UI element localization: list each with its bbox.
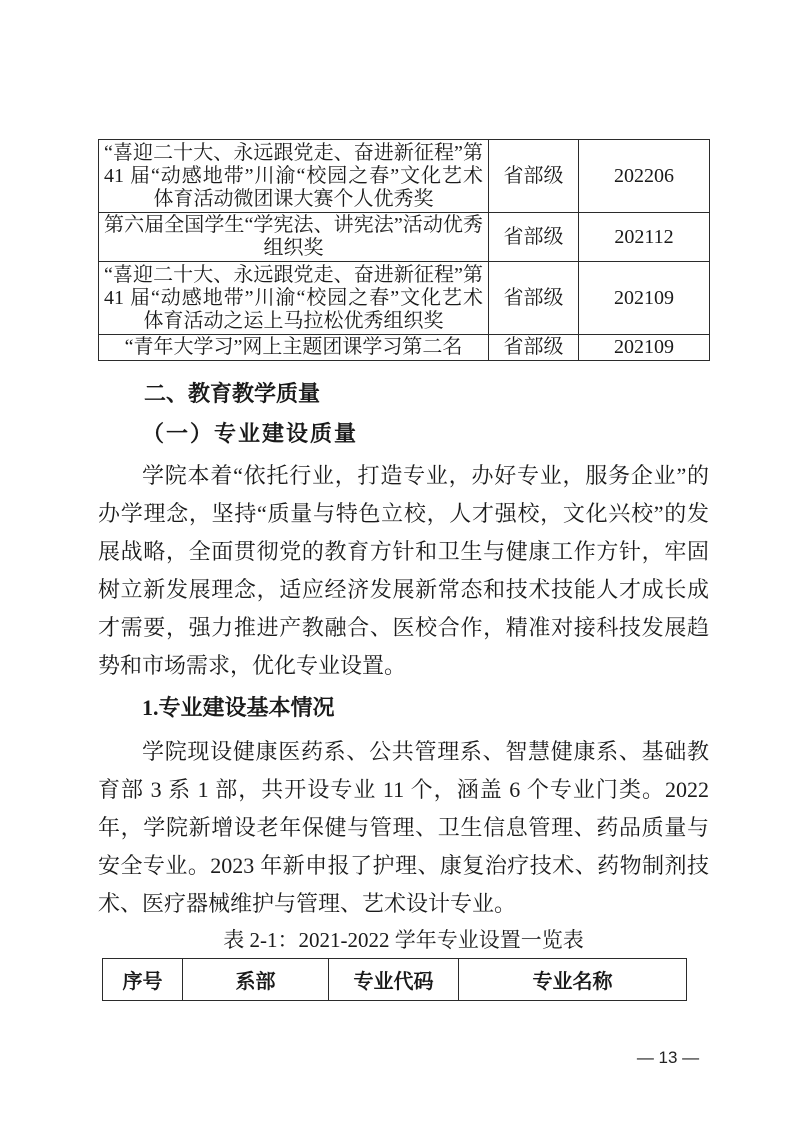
page-number: — 13 —	[636, 1048, 700, 1067]
award-date-cell: 202206	[579, 140, 710, 213]
award-name-cell: “青年大学习”网上主题团课学习第二名	[99, 335, 489, 361]
section-heading-education-quality: 二、教育教学质量	[144, 381, 321, 406]
award-level-cell: 省部级	[489, 140, 579, 213]
award-level-cell: 省部级	[489, 335, 579, 361]
award-level-cell: 省部级	[489, 213, 579, 262]
award-date-cell: 202109	[579, 262, 710, 335]
award-level-cell: 省部级	[489, 262, 579, 335]
subsection-heading-major-construction: （一）专业建设质量	[142, 421, 359, 446]
paragraph-school-philosophy: 学院本着“依托行业，打造专业，办好专业，服务企业”的办学理念，坚持“质量与特色立校，人才强校，文化兴校”的发展战略，全面贯彻党的教育方针和卫生与健康工作方针，牢固树立新发展理念，适应经济发展新常态和技术技能人才成长成才需要，强力推进产教融合、医校合作，精准对接科技发展趋势和市场需求，优化专业设置。	[98, 463, 710, 678]
page-content	[98, 139, 709, 1001]
table-header-row	[103, 959, 687, 1001]
column-header-major-name: 专业名称	[459, 959, 687, 1001]
item-heading-basic-situation: 1.专业建设基本情况	[142, 695, 335, 720]
majors-table-body	[103, 959, 687, 1001]
table-caption: 表 2-1：2021-2022 学年专业设置一览表	[223, 928, 584, 952]
column-header-department: 系部	[183, 959, 329, 1001]
table-row	[99, 140, 710, 213]
award-name-cell: “喜迎二十大、永远跟党走、奋进新征程”第 41 届“动感地带”川渝“校园之春”文化艺术体育活动微团课大赛个人优秀奖	[99, 140, 489, 213]
award-name-cell: “喜迎二十大、永远跟党走、奋进新征程”第 41 届“动感地带”川渝“校园之春”文化艺术体育活动之运上马拉松优秀组织奖	[99, 262, 489, 335]
award-date-cell: 202112	[579, 213, 710, 262]
paragraph-departments-majors: 学院现设健康医药系、公共管理系、智慧健康系、基础教育部 3 系 1 部，共开设专业 11 个，涵盖 6 个专业门类。2022 年，学院新增设老年保健与管理、卫生信息管理、药品质量与安全专业。2023 年新申报了护理、康复治疗技术、药物制剂技术、医疗器械维护与管理、艺术设计专业。	[98, 739, 709, 916]
column-header-index: 序号	[103, 959, 183, 1001]
table-row	[99, 262, 710, 335]
column-header-major-code: 专业代码	[329, 959, 459, 1001]
table-row	[99, 213, 710, 262]
award-date-cell: 202109	[579, 335, 710, 361]
awards-table-body	[99, 140, 710, 361]
award-name-cell: 第六届全国学生“学宪法、讲宪法”活动优秀组织奖	[99, 213, 489, 262]
table-row	[99, 335, 710, 361]
awards-table	[98, 139, 710, 361]
majors-table	[102, 958, 687, 1001]
